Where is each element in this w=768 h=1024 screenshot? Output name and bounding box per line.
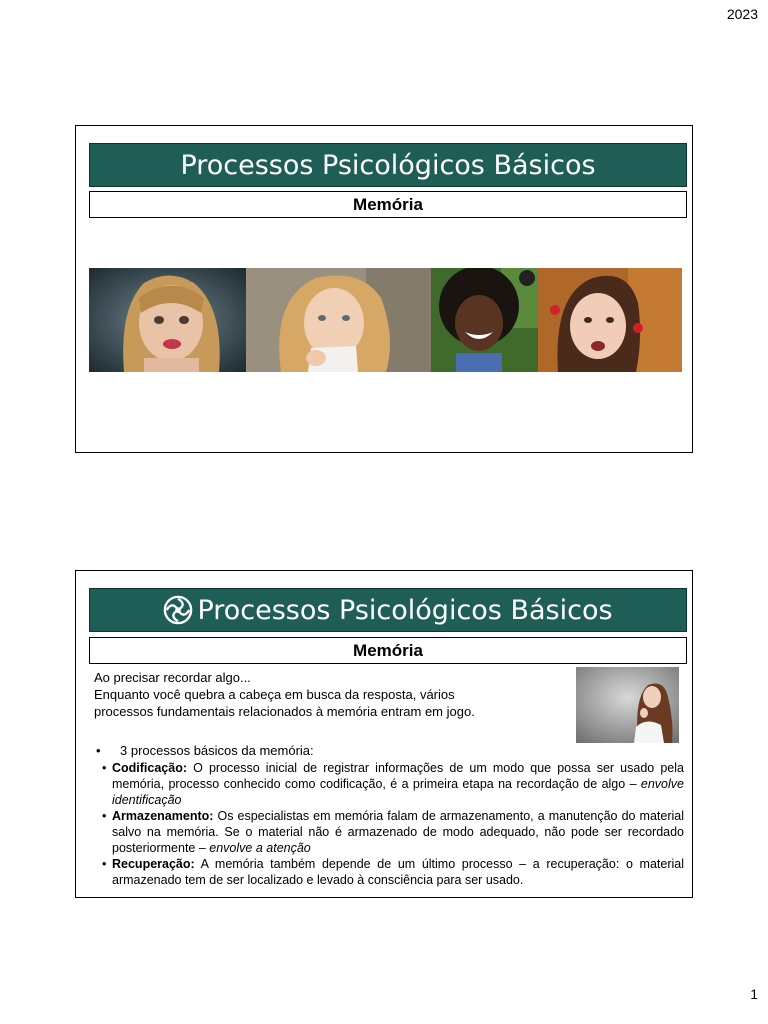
main-bullet xyxy=(94,743,684,759)
crying-child-photo xyxy=(89,268,246,372)
intro-text xyxy=(94,669,544,720)
main-bullet-text: 3 processos básicos da memória: xyxy=(120,743,314,758)
angry-child-photo xyxy=(538,268,682,372)
item-text: O processo inicial de registrar informações de um modo que possa ser usado pela memória, processo conhecido como codificação, é a primeira etapa na recordação de algo – xyxy=(112,761,684,791)
bullet-icon: • xyxy=(102,809,107,823)
item-emphasis: envolve identificação xyxy=(112,777,684,807)
intro-line: Ao precisar recordar algo... xyxy=(94,670,251,685)
slide-1 xyxy=(75,125,693,453)
bullet-icon: • xyxy=(102,761,107,775)
page-number: 1 xyxy=(750,986,758,1002)
children-photo-strip xyxy=(89,268,682,372)
laughing-child-photo xyxy=(431,268,538,372)
list-item xyxy=(94,808,684,856)
term-label: Codificação: xyxy=(112,761,188,775)
slide-title: Processos Psicológicos Básicos xyxy=(89,143,687,187)
term-label: Armazenamento: xyxy=(112,809,214,823)
item-text: Os especialistas em memória falam de armazenamento, a manutenção do material salvo na memória. Se o material não é armazenado de modo adequado, não pode ser recordado posteriormente – xyxy=(112,809,684,855)
sad-child-photo xyxy=(246,268,431,372)
process-list xyxy=(94,760,684,888)
swirl-logo-icon xyxy=(163,595,193,625)
slide-subtitle: Memória xyxy=(89,191,687,218)
slide-title: Processos Psicológicos Básicos xyxy=(197,594,613,626)
list-item xyxy=(94,760,684,808)
bullet-icon: • xyxy=(96,743,101,758)
item-text: A memória também depende de um último processo – a recuperação: o material armazenado tem de ser localizado e levado à consciência para ser usado. xyxy=(112,857,684,887)
year-label: 2023 xyxy=(726,6,758,22)
intro-line: processos fundamentais relacionados à memória entram em jogo. xyxy=(94,704,475,719)
thinking-woman-photo xyxy=(576,667,679,743)
slide-subtitle: Memória xyxy=(89,637,687,664)
intro-line: Enquanto você quebra a cabeça em busca da resposta, vários xyxy=(94,687,455,702)
bullet-icon: • xyxy=(102,857,107,871)
list-item xyxy=(94,856,684,888)
memory-processes-content xyxy=(94,743,684,888)
item-emphasis: envolve a atenção xyxy=(209,841,311,855)
slide-2 xyxy=(75,570,693,898)
term-label: Recuperação: xyxy=(112,857,195,871)
slide-title-with-logo xyxy=(89,588,687,632)
